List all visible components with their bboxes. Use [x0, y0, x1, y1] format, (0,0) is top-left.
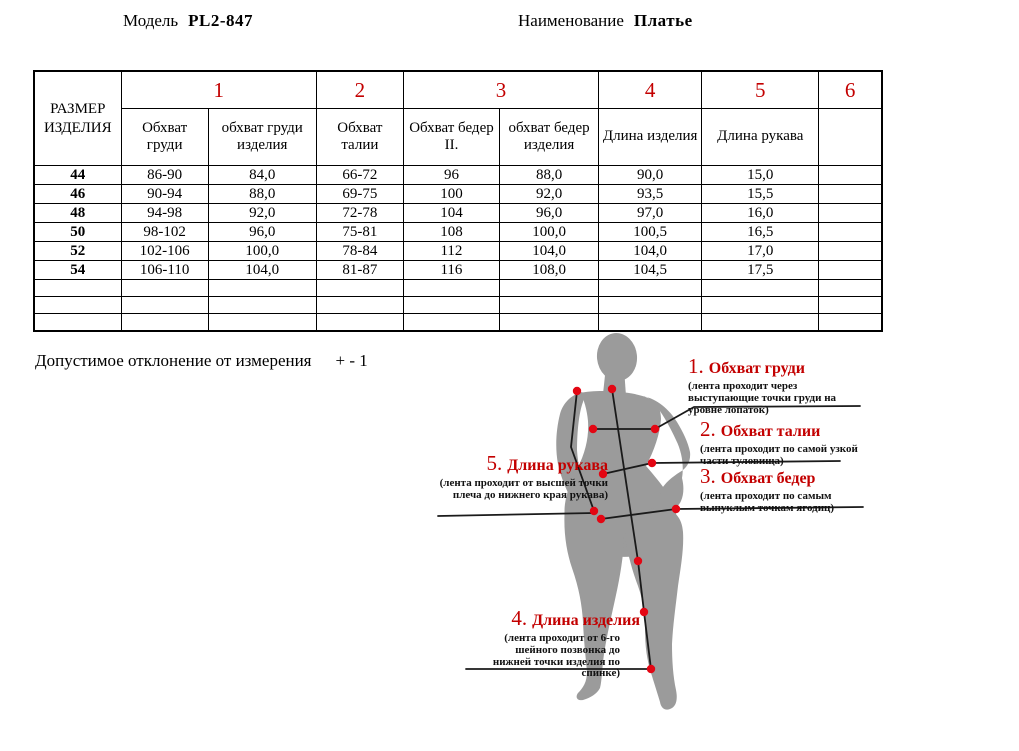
group-number-6: 6	[819, 71, 882, 109]
measure-cell: 108,0	[500, 261, 599, 280]
measure-cell: 104,0	[500, 242, 599, 261]
annotation-title	[700, 464, 868, 489]
measure-cell: 86-90	[121, 166, 208, 185]
measurement-point	[597, 515, 605, 523]
group-number-5: 5	[702, 71, 819, 109]
col-header-waist: Обхват талии	[316, 109, 403, 166]
measure-cell: 88,0	[500, 166, 599, 185]
annotation-bust	[688, 354, 864, 416]
annotation-waist	[700, 417, 858, 468]
annotation-number: 5.	[486, 451, 503, 475]
measure-cell: 97,0	[599, 204, 702, 223]
measurement-point	[573, 387, 581, 395]
annotation-description: (лента проходит через выступающие точки груди на уровне лопаток)	[688, 380, 837, 416]
annotation-title	[688, 354, 864, 379]
col-header-hips: Обхват бедер II.	[403, 109, 499, 166]
col-header-sleeve: Длина рукава	[702, 109, 819, 166]
measure-cell: 92,0	[208, 204, 316, 223]
annotation-number: 4.	[511, 606, 528, 630]
annotation-hips	[700, 464, 868, 515]
measure-cell: 96,0	[208, 223, 316, 242]
size-value-cell: 46	[34, 185, 121, 204]
measure-cell: 102-106	[121, 242, 208, 261]
group-number-2: 2	[316, 71, 403, 109]
col-header-hips-garment: обхват бедер изделия	[500, 109, 599, 166]
measure-cell: 66-72	[316, 166, 403, 185]
measure-cell: 16,0	[702, 204, 819, 223]
size-value-cell: 50	[34, 223, 121, 242]
measure-cell: 100	[403, 185, 499, 204]
measure-cell: 116	[403, 261, 499, 280]
annotation-description: (лента проходит от высшей точки плеча до нижнего края рукава)	[439, 477, 608, 501]
corner-header-cell: РАЗМЕР ИЗДЕЛИЯ	[34, 71, 121, 166]
annotation-label: Длина рукава	[507, 457, 608, 474]
measurement-point	[589, 425, 597, 433]
annotation-length	[455, 606, 640, 680]
group-number-3: 3	[403, 71, 598, 109]
tolerance-value: + - 1	[335, 351, 368, 370]
measurement-point	[648, 459, 656, 467]
measure-cell: 15,5	[702, 185, 819, 204]
col-header-bust-garment: обхват груди изделия	[208, 109, 316, 166]
annotation-number: 2.	[700, 417, 716, 441]
measurement-point	[640, 608, 648, 616]
measure-cell: 69-75	[316, 185, 403, 204]
annotation-title	[438, 451, 608, 476]
model-label: Модель	[123, 11, 179, 30]
annotation-number: 3.	[700, 464, 716, 488]
group-number-1: 1	[121, 71, 316, 109]
size-value-cell: 48	[34, 204, 121, 223]
measure-cell: 104,5	[599, 261, 702, 280]
measure-cell: 15,0	[702, 166, 819, 185]
measure-cell: 72-78	[316, 204, 403, 223]
measurement-point	[608, 385, 616, 393]
measure-cell: 90,0	[599, 166, 702, 185]
measure-cell: 98-102	[121, 223, 208, 242]
annotation-title	[455, 606, 640, 631]
measure-cell: 104,0	[208, 261, 316, 280]
annotation-label: Обхват бедер	[720, 470, 816, 487]
measure-cell: 90-94	[121, 185, 208, 204]
measure-cell: 106-110	[121, 261, 208, 280]
measure-cell: 84,0	[208, 166, 316, 185]
col-header-length: Длина изделия	[599, 109, 702, 166]
size-value-cell: 52	[34, 242, 121, 261]
size-value-cell: 54	[34, 261, 121, 280]
measurement-point	[651, 425, 659, 433]
measure-cell: 94-98	[121, 204, 208, 223]
measurement-point	[672, 505, 680, 513]
measure-cell: 93,5	[599, 185, 702, 204]
annotation-label: Обхват груди	[708, 360, 805, 377]
name-value: Платье	[633, 11, 693, 30]
measurement-point	[590, 507, 598, 515]
measure-cell: 81-87	[316, 261, 403, 280]
measure-cell: 108	[403, 223, 499, 242]
measure-cell: 88,0	[208, 185, 316, 204]
measure-cell: 17,0	[702, 242, 819, 261]
measure-cell: 78-84	[316, 242, 403, 261]
group-number-4: 4	[599, 71, 702, 109]
annotation-label: Обхват талии	[720, 423, 821, 440]
measure-cell: 75-81	[316, 223, 403, 242]
annotation-number: 1.	[688, 354, 704, 378]
measure-cell: 104	[403, 204, 499, 223]
measurement-point	[647, 665, 655, 673]
annotation-sleeve	[438, 451, 608, 502]
name-label: Наименование	[518, 11, 624, 30]
measure-cell: 100,0	[208, 242, 316, 261]
measure-cell: 16,5	[702, 223, 819, 242]
annotation-description: (лента проходит от 6-го шейного позвонка до нижней точки изделия по спинке)	[492, 632, 620, 680]
measure-cell: 96	[403, 166, 499, 185]
measurement-point	[634, 557, 642, 565]
annotation-description: (лента проходит по самой узкой части туловища)	[700, 443, 858, 467]
col-header-bust: Обхват груди	[121, 109, 208, 166]
annotation-title	[700, 417, 858, 442]
measure-cell: 17,5	[702, 261, 819, 280]
annotation-description: (лента проходит по самым выпуклым точкам ягодиц)	[700, 490, 835, 514]
measure-cell: 96,0	[500, 204, 599, 223]
measure-cell: 112	[403, 242, 499, 261]
tolerance-label: Допустимое отклонение от измерения	[35, 351, 312, 370]
measure-cell: 92,0	[500, 185, 599, 204]
annotation-label: Длина изделия	[532, 612, 640, 629]
measure-cell: 100,5	[599, 223, 702, 242]
measure-cell: 104,0	[599, 242, 702, 261]
size-value-cell: 44	[34, 166, 121, 185]
measure-cell: 100,0	[500, 223, 599, 242]
model-value: PL2-847	[188, 11, 254, 30]
